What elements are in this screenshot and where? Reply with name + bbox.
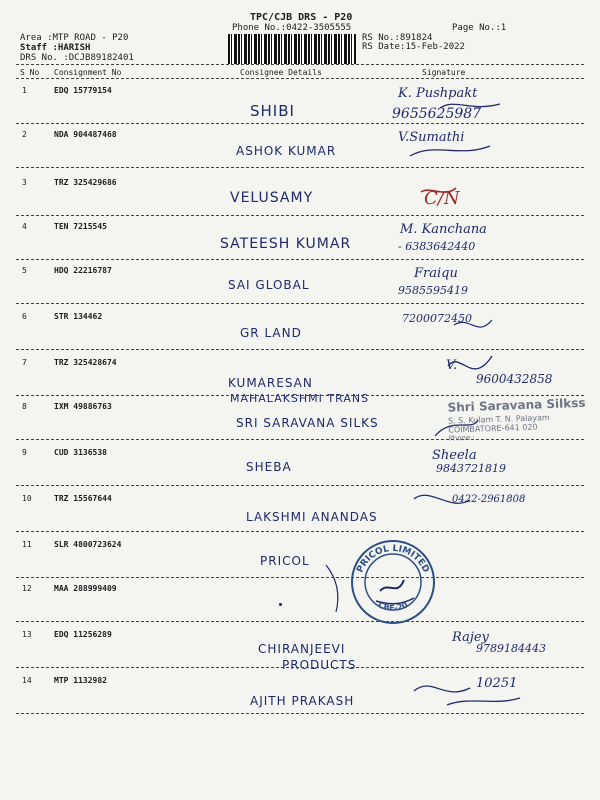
col-signature: Signature — [422, 68, 466, 77]
row-signature-phone: 9585595419 — [398, 284, 468, 297]
row-consignment: CUD 3136538 — [54, 448, 107, 457]
shop-stamp-phone: Phone : — [448, 433, 476, 443]
row-signature: Fraiqu — [414, 266, 458, 281]
col-consignment: Consignment No — [54, 68, 122, 77]
phone-number: Phone No.:0422-3505555 — [232, 23, 352, 33]
row-signature: Rajey — [452, 630, 489, 645]
row-consignee: ASHOK KUMAR — [236, 144, 337, 158]
row-consignee-line2: MAHALAKSHMI TRANS — [230, 392, 370, 405]
pricol-seal-top-text: PRICOL LIMITED — [355, 543, 431, 575]
rs-number: RS No.:891824 — [362, 33, 433, 43]
row-signature: Sheela — [432, 448, 477, 463]
col-consignee: Consignee Details — [240, 68, 322, 77]
col-sno: S No — [20, 68, 40, 77]
row-consignment: STR 134462 — [54, 312, 103, 321]
row-sno: 9 — [22, 448, 27, 457]
row-sno: 10 — [22, 494, 32, 503]
document-title: TPC/CJB DRS - P20 — [250, 12, 353, 23]
row-consignee: SAI GLOBAL — [228, 278, 310, 292]
row-sno: 13 — [22, 630, 32, 639]
row-signature: K. Pushpakt — [398, 86, 478, 101]
row-sno: 12 — [22, 584, 32, 593]
row-signature: V. — [446, 358, 458, 373]
row-consignment: IXM 49886763 — [54, 402, 112, 411]
pricol-seal-bottom-text: CBE-20 — [376, 600, 410, 613]
row-sno: 4 — [22, 222, 27, 231]
row-consignee: PRICOL — [260, 554, 310, 568]
row-signature: C/N — [424, 188, 460, 209]
row-sno: 3 — [22, 178, 27, 187]
shop-stamp-address1: S. S. Kulam T. N. Palayam — [447, 413, 550, 426]
row-sno: 8 — [22, 402, 27, 411]
row-sno: 11 — [22, 540, 32, 549]
shop-stamp-address2: COIMBATORE-641 020 — [448, 422, 538, 435]
rs-date: RS Date:15-Feb-2022 — [362, 42, 465, 52]
row-signature: 0422-2961808 — [452, 494, 526, 505]
row-signature: V.Sumathi — [398, 130, 465, 145]
drs-number: DRS No. :DCJB89182401 — [20, 53, 134, 63]
shop-stamp-name: Shri Saravana Silkss — [447, 395, 586, 415]
row-consignment: MTP 1132982 — [54, 676, 107, 685]
area-label: Area :MTP ROAD - P20 — [20, 33, 129, 43]
page-number: Page No.:1 — [452, 23, 507, 33]
row-consignee: SRI SARAVANA SILKS — [236, 416, 379, 430]
row-consignee: SATEESH KUMAR — [220, 236, 352, 252]
row-sno: 5 — [22, 266, 27, 275]
row-signature-phone: - 6383642440 — [398, 240, 476, 253]
row-signature-phone: 9789184443 — [476, 642, 546, 655]
row-consignment: TEN 7215545 — [54, 222, 107, 231]
row-sno: 2 — [22, 130, 27, 139]
row-consignee: SHIBI — [250, 102, 295, 120]
row-consignee: CHIRANJEEVI — [258, 642, 346, 656]
row-sno: 14 — [22, 676, 32, 685]
row-consignee: GR LAND — [240, 326, 302, 340]
row-signature: 7200072450 — [402, 312, 472, 325]
row-consignee: SHEBA — [246, 460, 292, 474]
row-sno: 7 — [22, 358, 27, 367]
row-signature: 10251 — [476, 676, 518, 691]
row-consignment: EDQ 11256289 — [54, 630, 112, 639]
row-consignment: TRZ 325429686 — [54, 178, 117, 187]
row-signature-phone: 9843721819 — [436, 462, 506, 475]
row-consignee: KUMARESAN — [228, 376, 313, 390]
row-consignee: AJITH PRAKASH — [250, 694, 355, 708]
row-sno: 6 — [22, 312, 27, 321]
row-signature-phone: 9600432858 — [476, 372, 553, 386]
row-consignment: EDQ 15779154 — [54, 86, 112, 95]
row-consignment: TRZ 325428674 — [54, 358, 117, 367]
staff-label: Staff :HARISH — [20, 43, 91, 53]
row-consignee: LAKSHMI ANANDAS — [246, 510, 378, 524]
row-signature: M. Kanchana — [400, 222, 487, 237]
row-consignment: SLR 4800723624 — [54, 540, 122, 549]
row-consignee-line2: PRODUCTS — [282, 658, 357, 672]
row-consignee: VELUSAMY — [230, 190, 314, 206]
row-consignment: NDA 904487468 — [54, 130, 117, 139]
row-consignment: HDQ 22216787 — [54, 266, 112, 275]
row-consignment: MAA 288999409 — [54, 584, 117, 593]
row-sno: 1 — [22, 86, 27, 95]
row-signature-phone: 9655625987 — [392, 106, 482, 122]
row-consignment: TRZ 15567644 — [54, 494, 112, 503]
